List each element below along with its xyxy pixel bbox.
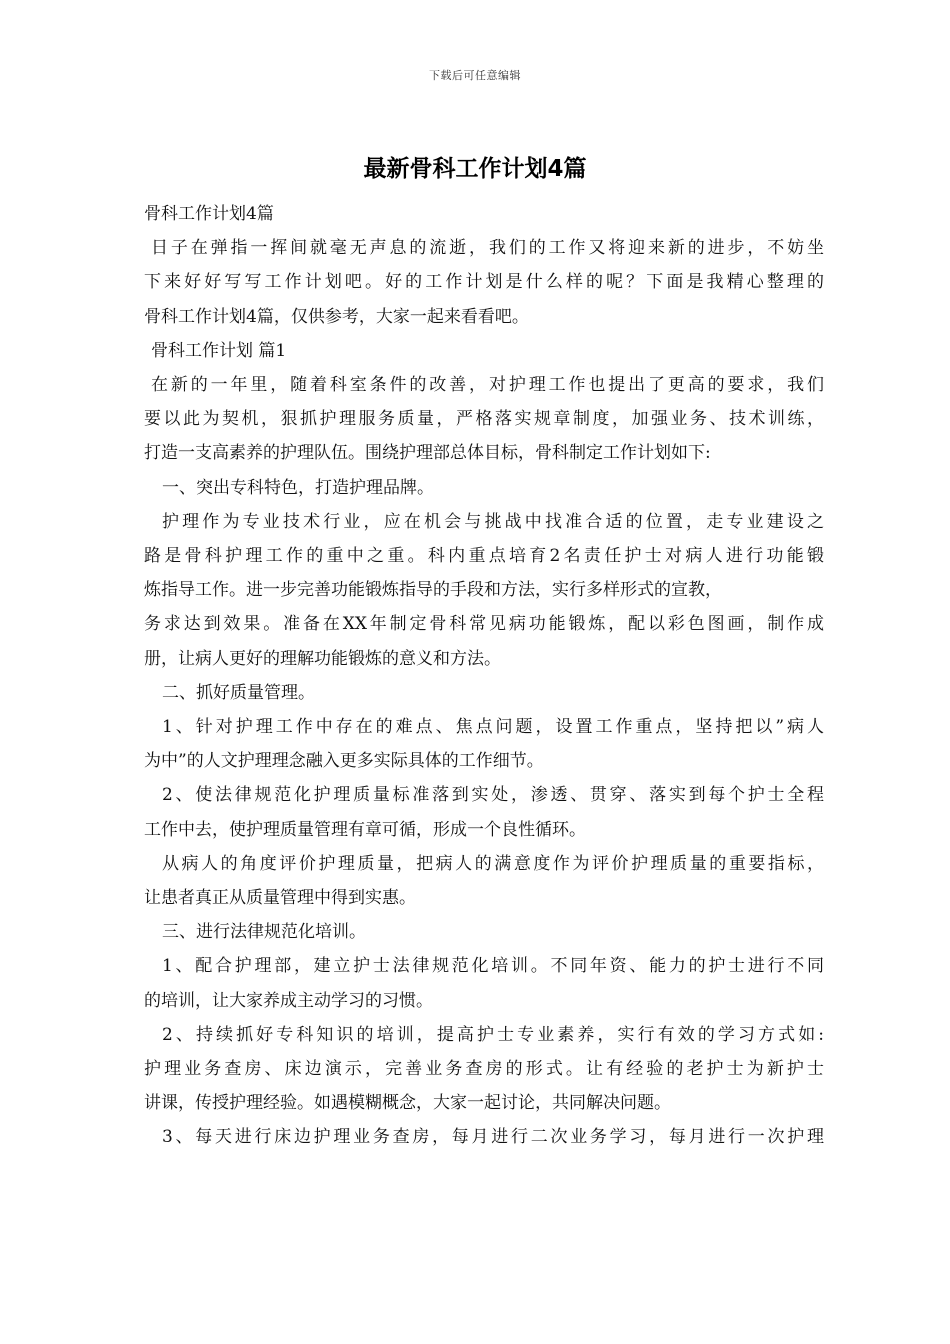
header-note: 下载后可任意编辑	[429, 69, 521, 82]
paragraph-line: 1、配合护理部，建立护士法律规范化培训。不同年资、能力的护士进行不同	[162, 956, 824, 977]
paragraph-line: 务求达到效果。准备在XX年制定骨科常见病功能锻炼，配以彩色图画，制作成	[144, 614, 824, 635]
paragraph-line: 工作中去，使护理质量管理有章可循，形成一个良性循环。	[144, 819, 586, 840]
document-title: 最新骨科工作计划4篇	[363, 156, 587, 182]
paragraph-line: 让患者真正从质量管理中得到实惠。	[144, 888, 416, 909]
paragraph-line: 护理业务查房、床边演示，完善业务查房的形式。让有经验的老护士为新护士	[144, 1059, 824, 1080]
paragraph-line: 讲课，传授护理经验。如遇模糊概念，大家一起讨论，共同解决问题。	[144, 1093, 671, 1114]
paragraph-line: 炼指导工作。进一步完善功能锻炼指导的手段和方法，实行多样形式的宣教，	[144, 580, 722, 601]
paragraph-line: 二、抓好质量管理。	[162, 682, 315, 703]
paragraph-line: 三、进行法律规范化培训。	[162, 922, 366, 943]
paragraph-line: 骨科工作计划 篇1	[151, 340, 287, 361]
paragraph-line: 的培训，让大家养成主动学习的习惯。	[144, 990, 433, 1011]
paragraph-line: 打造一支高素养的护理队伍。围绕护理部总体目标，骨科制定工作计划如下:	[144, 443, 711, 464]
paragraph-line: 1、针对护理工作中存在的难点、焦点问题，设置工作重点，坚持把以”病人	[162, 717, 824, 738]
paragraph-line: 在新的一年里，随着科室条件的改善，对护理工作也提出了更高的要求，我们	[151, 375, 824, 396]
paragraph-line: 一、突出专科特色，打造护理品牌。	[162, 477, 434, 498]
paragraph-line: 2、持续抓好专科知识的培训，提高护士专业素养，实行有效的学习方式如:	[162, 1024, 824, 1045]
paragraph-line: 3、每天进行床边护理业务查房，每月进行二次业务学习，每月进行一次护理	[162, 1127, 824, 1148]
paragraph-line: 要以此为契机，狠抓护理服务质量，严格落实规章制度，加强业务、技术训练，	[144, 409, 824, 430]
paragraph-line: 路是骨科护理工作的重中之重。科内重点培育2名责任护士对病人进行功能锻	[144, 546, 824, 567]
paragraph-line: 册，让病人更好的理解功能锻炼的意义和方法。	[144, 648, 501, 669]
paragraph-line: 为中”的人文护理理念融入更多实际具体的工作细节。	[144, 751, 544, 772]
document-body	[144, 197, 824, 1155]
paragraph-line: 日子在弹指一挥间就毫无声息的流逝，我们的工作又将迎来新的进步，不妨坐	[151, 238, 824, 259]
paragraph-line: 下来好好写写工作计划吧。好的工作计划是什么样的呢？下面是我精心整理的	[144, 272, 824, 293]
paragraph-line: 从病人的角度评价护理质量，把病人的满意度作为评价护理质量的重要指标，	[162, 853, 824, 874]
paragraph-line: 护理作为专业技术行业，应在机会与挑战中找准合适的位置，走专业建设之	[162, 511, 824, 532]
paragraph-line: 骨科工作计划4篇	[144, 204, 274, 224]
paragraph-line: 2、使法律规范化护理质量标准落到实处，渗透、贯穿、落实到每个护士全程	[162, 785, 824, 806]
paragraph-line: 骨科工作计划4篇，仅供参考，大家一起来看看吧。	[144, 306, 529, 327]
